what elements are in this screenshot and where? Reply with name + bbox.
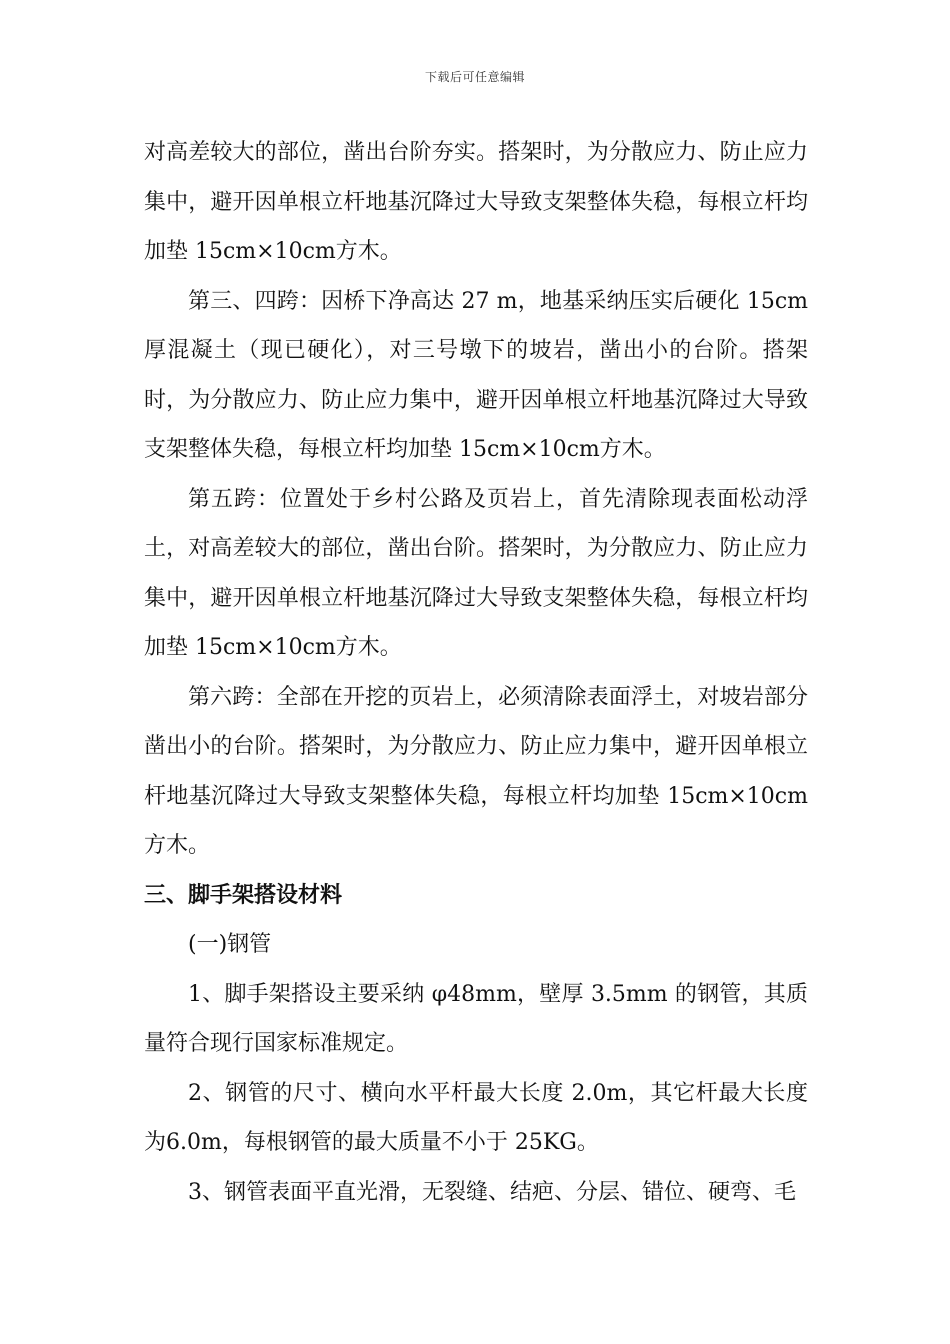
paragraph-span-3-4: 第三、四跨：因桥下净高达 27 m，地基采纳压实后硬化 15cm厚混凝土（现已硬化），对三号墩下的坡岩，凿出小的台阶。搭架时，为分散应力、防止应力集中，避开因单根立杆地基沉降过大导致支架整体失稳，每根立杆均加垫 15cm×10cm方木。 — [144, 288, 808, 462]
paragraph-continuation: 对高差较大的部位，凿出台阶夯实。搭架时，为分散应力、防止应力集中，避开因单根立杆地基沉降过大导致支架整体失稳，每根立杆均加垫 15cm×10cm方木。 — [144, 140, 808, 264]
list-item: 2、钢管的尺寸、横向水平杆最大长度 2.0m，其它杆最大长度为6.0m，每根钢管的最大质量不小于 25KG。 — [144, 1080, 808, 1155]
list-item: 1、脚手架搭设主要采纳 φ48mm，壁厚 3.5mm 的钢管，其质量符合现行国家标准规定。 — [144, 981, 808, 1056]
paragraph-span-6: 第六跨：全部在开挖的页岩上，必须清除表面浮土，对坡岩部分凿出小的台阶。搭架时，为分散应力、防止应力集中，避开因单根立杆地基沉降过大导致支架整体失稳，每根立杆均加垫 15cm×10cm方木。 — [144, 684, 808, 858]
section-heading: 三、脚手架搭设材料 — [144, 882, 343, 908]
list-item: 3、钢管表面平直光滑，无裂缝、结疤、分层、错位、硬弯、毛 — [188, 1179, 796, 1205]
paragraph-span-5: 第五跨：位置处于乡村公路及页岩上，首先清除现表面松动浮土，对高差较大的部位，凿出台阶。搭架时，为分散应力、防止应力集中，避开因单根立杆地基沉降过大导致支架整体失稳，每根立杆均加垫 15cm×10cm方木。 — [144, 486, 808, 660]
document-body — [144, 128, 808, 1217]
subsection-heading: (一)钢管 — [188, 932, 272, 957]
page-header: 下载后可任意编辑 — [424, 70, 525, 84]
